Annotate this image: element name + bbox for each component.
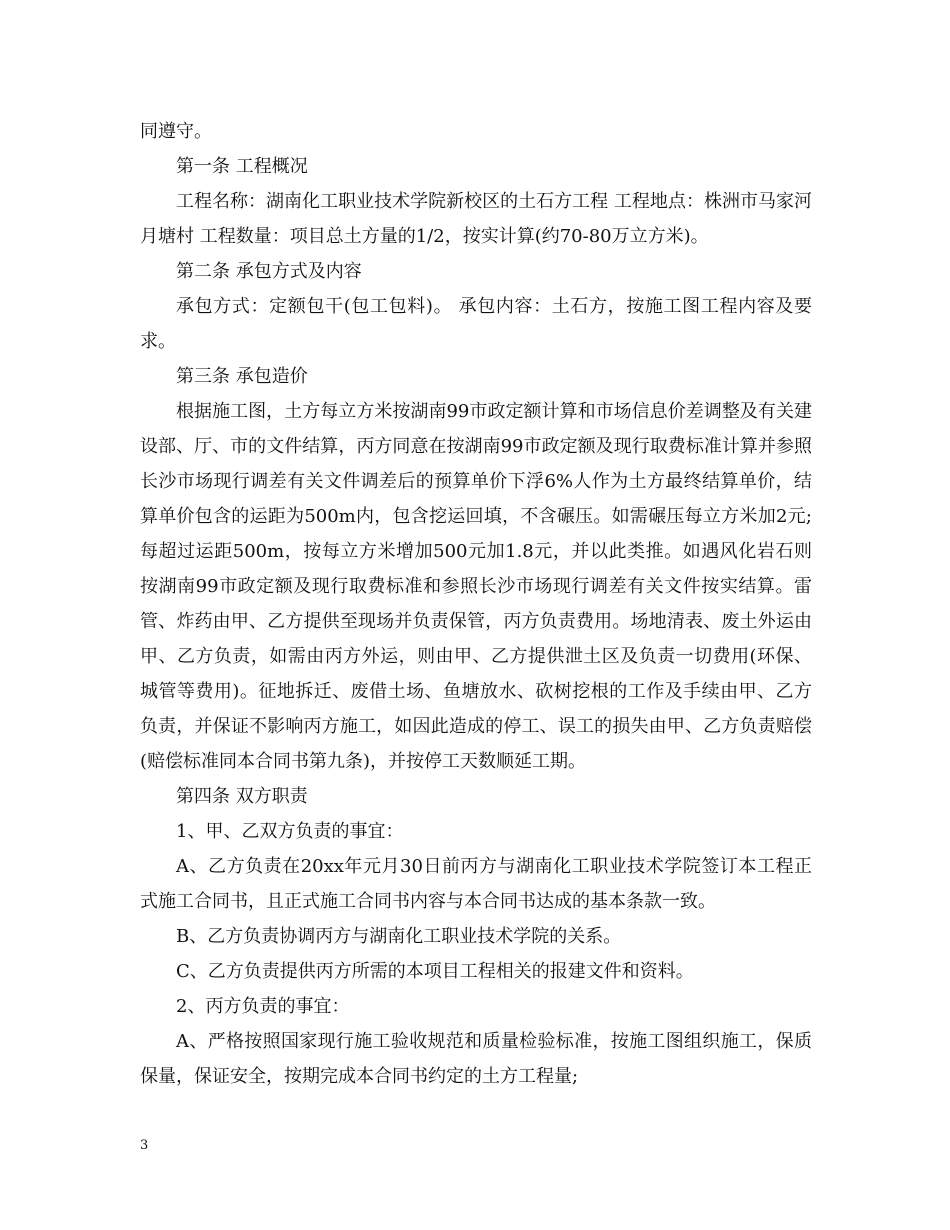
list-item-c: C、乙方负责提供丙方所需的本项目工程相关的报建文件和资料。 bbox=[176, 961, 694, 982]
paragraph-contract-price: 根据施工图，土方每立方米按湖南99市政定额计算和市场信息价差调整及有关建设部、厅、市的文件结算，丙方同意在按湖南99市政定额及现行取费标准计算并参照长沙市场现行调差有关文件调差后的预算单价下浮6%人作为土方最终结算单价，结算单价包含的运距为500m内，包含挖运回填，不含碾压。如需碾压每立方米加2元;每超过运距500m，按每立方米增加500元加1.8元，并以此类推。如遇风化岩石则按湖南99市政定额及现行取费标准和参照长沙市场现行调差有关文件按实结算。雷管、炸药由甲、乙方提供至现场并负责保管，丙方负责费用。场地清表、废土外运由甲、乙方负责，如需由丙方外运，则由甲、乙方提供泄土区及负责一切费用(环保、城管等费用)。征地拆迁、废借土场、鱼塘放水、砍树挖根的工作及手续由甲、乙方负责，并保证不影响丙方施工，如因此造成的停工、误工的损失由甲、乙方负责赔偿(赔偿标准同本合同书第九条)，并按停工天数顺延工期。 bbox=[140, 401, 812, 772]
heading-article-2: 第二条 承包方式及内容 bbox=[176, 261, 362, 282]
page-number: 3 bbox=[140, 1138, 149, 1153]
list-heading-party-c: 2、丙方负责的事宜： bbox=[176, 996, 350, 1017]
heading-article-1: 第一条 工程概况 bbox=[176, 156, 308, 177]
paragraph-closing-continuation: 同遵守。 bbox=[140, 121, 212, 142]
heading-article-3: 第三条 承包造价 bbox=[176, 366, 308, 387]
list-heading-party-a-b: 1、甲、乙双方负责的事宜： bbox=[176, 821, 404, 842]
heading-article-4: 第四条 双方职责 bbox=[176, 786, 308, 807]
paragraph-contract-method: 承包方式：定额包干(包工包料)。 承包内容：土石方，按施工图工程内容及要求。 bbox=[140, 296, 812, 352]
list-item-a: A、乙方负责在20xx年元月30日前丙方与湖南化工职业技术学院签订本工程正式施工合同书，且正式施工合同书内容与本合同书达成的基本条款一致。 bbox=[140, 856, 812, 912]
document-body bbox=[140, 114, 812, 1094]
list-item-b: B、乙方负责协调丙方与湖南化工职业技术学院的关系。 bbox=[176, 926, 622, 947]
paragraph-project-overview: 工程名称：湖南化工职业技术学院新校区的土石方工程 工程地点：株洲市马家河月塘村 工程数量：项目总土方量的1/2，按实计算(约70-80万立方米)。 bbox=[140, 191, 812, 247]
list-item-c-a: A、严格按照国家现行施工验收规范和质量检验标准，按施工图组织施工，保质保量，保证安全，按期完成本合同书约定的土方工程量; bbox=[140, 1031, 812, 1087]
